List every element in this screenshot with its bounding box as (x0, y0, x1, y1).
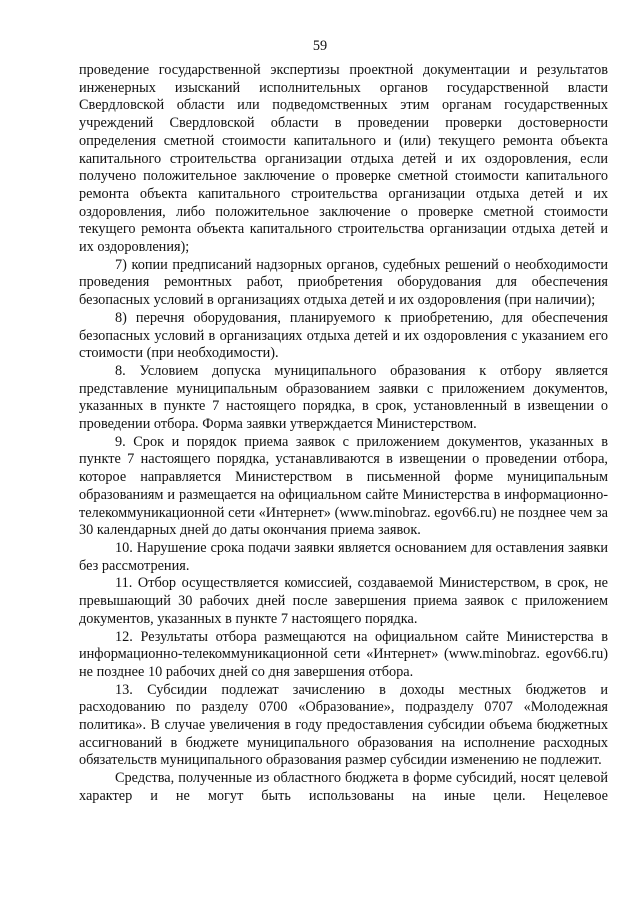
paragraph-clause-13: 13. Субсидии подлежат зачислению в доходы местных бюджетов и расходованию по разделу 0700 «Образование», подразделу 0707 «Молодежная политика». В случае увеличения в году предоставления субсидии объема бюджетных ассигнований в бюджете муниципального образования на исполнение расходных обязательств муниципального образования размер субсидии изменению не подлежит. (79, 681, 608, 769)
paragraph-clause-10: 10. Нарушение срока подачи заявки является основанием для оставления заявки без рассмотрения. (79, 539, 608, 574)
document-body (79, 62, 608, 806)
paragraph-continuation: проведение государственной экспертизы проектной документации и результатов инженерных изысканий исполнительных органов государственной власти Свердловской области или подведомственных этим органам государственных учреждений Свердловской области в проведении проверки достоверности определения сметной стоимости капитального и (или) текущего ремонта объекта капитального строительства организации отдыха детей и их оздоровления, если получено положительное заключение о проверке сметной стоимости капитального ремонта объекта капитального строительства организации отдыха детей и их оздоровления, либо положительное заключение о проверке сметной стоимости текущего ремонта объекта капитального строительства организации отдыха детей и их оздоровления); (79, 62, 608, 256)
paragraph-clause-11: 11. Отбор осуществляется комиссией, создаваемой Министерством, в срок, не превышающий 30 рабочих дней после завершения приема заявок с приложением документов, указанных в пункте 7 настоящего порядка. (79, 575, 608, 627)
paragraph-clause-12: 12. Результаты отбора размещаются на официальном сайте Министерства в информационно-телекоммуникационной сети «Интернет» (www.minobraz. egov66.ru) не позднее 10 рабочих дней со дня завершения отбора. (79, 628, 608, 680)
paragraph-clause-9: 9. Срок и порядок приема заявок с приложением документов, указанных в пункте 7 настоящего порядка, устанавливаются в извещении о проведении отбора, которое направляется Министерством в письменной форме муниципальным образованиям и размещается на официальном сайте Министерства в информационно-телекоммуникационной сети «Интернет» (www.minobraz. egov66.ru) не позднее чем за 30 календарных дней до даты окончания приема заявок. (79, 433, 608, 539)
paragraph-clause-8: 8. Условием допуска муниципального образования к отбору является представление муниципальным образованием заявки с приложением документов, указанных в пункте 7 настоящего порядка, в срок, установленный в извещении о проведении отбора. Форма заявки утверждается Министерством. (79, 362, 608, 433)
paragraph-item-8: 8) перечня оборудования, планируемого к приобретению, для обеспечения безопасных условий в организациях отдыха детей и их оздоровления с указанием его стоимости (при необходимости). (79, 309, 608, 362)
paragraph-funds-purpose: Средства, полученные из областного бюджета в форме субсидий, носят целевой характер и не могут быть использованы на иные цели. Нецелевое (79, 770, 608, 804)
page-number: 59 (312, 38, 328, 54)
paragraph-item-7: 7) копии предписаний надзорных органов, судебных решений о необходимости проведения ремонтных работ, приобретения оборудования для обеспечения безопасных условий в организациях отдыха детей и их оздоровления (при наличии); (79, 256, 608, 309)
